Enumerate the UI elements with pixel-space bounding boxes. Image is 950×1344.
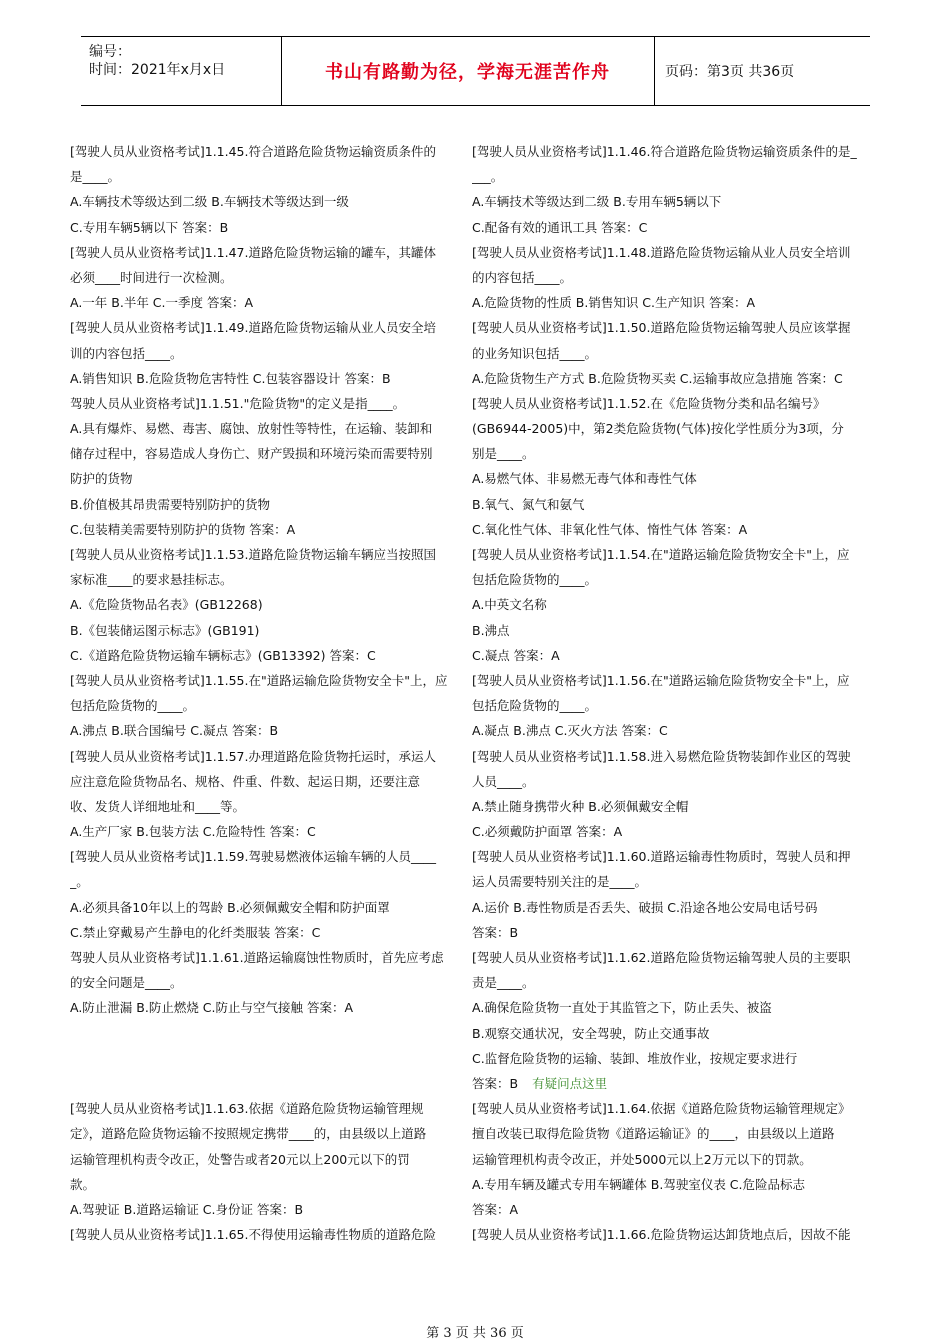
header-page-cell <box>655 37 870 105</box>
text-line: A.销售知识 B.危险货物危害特性 C.包装容器设计 答案：B <box>70 370 391 386</box>
text-line: A.运价 B.毒性物质是否丢失、破损 C.沿途各地公安局电话号码 <box>472 899 818 915</box>
text-line: 答案：A <box>472 1201 519 1217</box>
text-line: [驾驶人员从业资格考试]1.1.58.进入易燃危险货物装卸作业区的驾驶 <box>472 748 851 764</box>
text-line: [驾驶人员从业资格考试]1.1.48.道路危险货物运输从业人员安全培训 <box>472 244 851 260</box>
text-line: B.价值极其昂贵需要特别防护的货物 <box>70 496 271 512</box>
text-line: 储存过程中，容易造成人身伤亡、财产毁损和环境污染而需要特别 <box>70 446 433 462</box>
text-line: A.确保危险货物一直处于其监管之下，防止丢失、被盗 <box>472 1000 772 1016</box>
text-line: A.必须具备10年以上的驾龄 B.必须佩戴安全帽和防护面罩 <box>70 899 390 915</box>
text-line: C.专用车辆5辆以下 答案：B <box>70 219 229 235</box>
header-motto-cell <box>281 37 655 105</box>
page-header <box>81 36 870 106</box>
text-line: 的业务知识包括____。 <box>472 345 598 361</box>
text-line: ___。 <box>472 169 504 185</box>
text-line: 是____。 <box>70 169 121 185</box>
text-line: C.配备有效的通讯工具 答案：C <box>472 219 648 235</box>
text-line: A.危险货物生产方式 B.危险货物买卖 C.运输事故应急措施 答案：C <box>472 370 843 386</box>
text-line <box>472 1071 870 1096</box>
text-line: [驾驶人员从业资格考试]1.1.50.道路危险货物运输驾驶人员应该掌握 <box>472 320 851 336</box>
text-line: 别是____。 <box>472 446 535 462</box>
text-line: A.驾驶证 B.道路运输证 C.身份证 答案：B <box>70 1201 304 1217</box>
text-line: A.生产厂家 B.包装方法 C.危险特性 答案：C <box>70 824 316 840</box>
text-line: [驾驶人员从业资格考试]1.1.55.在"道路运输危险货物安全卡"上，应 <box>70 672 448 688</box>
text-line: A.防止泄漏 B.防止燃烧 C.防止与空气接触 答案：A <box>70 1000 354 1016</box>
text-line <box>70 1046 468 1071</box>
text-line: 运输管理机构责令改正，处警告或者20元以上200元以下的罚 <box>70 1151 410 1167</box>
left-column <box>70 139 468 1247</box>
text-line: A.凝点 B.沸点 C.灭火方法 答案：C <box>472 723 668 739</box>
text-line: A.车辆技术等级达到二级 B.车辆技术等级达到一级 <box>70 194 349 210</box>
text-line: 防护的货物 <box>70 471 133 487</box>
text-line: [驾驶人员从业资格考试]1.1.56.在"道路运输危险货物安全卡"上，应 <box>472 672 850 688</box>
text-line: C.《道路危险货物运输车辆标志》(GB13392) 答案：C <box>70 647 376 663</box>
text-line: 运输管理机构责令改正，并处5000元以上2万元以下的罚款。 <box>472 1151 812 1167</box>
text-line: [驾驶人员从业资格考试]1.1.49.道路危险货物运输从业人员安全培 <box>70 320 436 336</box>
text-line: _。 <box>70 874 89 890</box>
text-line: A.危险货物的性质 B.销售知识 C.生产知识 答案：A <box>472 295 756 311</box>
text-line: C.氧化性气体、非氧化性气体、惰性气体 答案：A <box>472 521 748 537</box>
text-line: 款。 <box>70 1176 96 1192</box>
text-line: 的内容包括____。 <box>472 269 573 285</box>
text-line: [驾驶人员从业资格考试]1.1.45.符合道路危险货物运输资质条件的 <box>70 144 436 159</box>
text-line: 驾驶人员从业资格考试]1.1.61.道路运输腐蚀性物质时，首先应考虑 <box>70 950 444 965</box>
text-line: [驾驶人员从业资格考试]1.1.65.不得使用运输毒性物质的道路危险 <box>70 1227 436 1243</box>
text-line <box>70 1071 468 1096</box>
text-line: [驾驶人员从业资格考试]1.1.62.道路危险货物运输驾驶人员的主要职 <box>472 950 851 965</box>
text-line: 人员____。 <box>472 773 535 789</box>
number-label: 编号： <box>89 44 131 60</box>
text-line: C.禁止穿戴易产生静电的化纤类服装 答案：C <box>70 924 321 940</box>
right-column <box>472 139 870 1247</box>
text-line: A.专用车辆及罐式专用车辆罐体 B.驾驶室仪表 C.危险品标志 <box>472 1176 806 1192</box>
text-line: [驾驶人员从业资格考试]1.1.54.在"道路运输危险货物安全卡"上，应 <box>472 547 850 562</box>
question-link[interactable]: 有疑问点这里 <box>532 1075 608 1091</box>
text-line: A.中英文名称 <box>472 597 547 613</box>
text-line: [驾驶人员从业资格考试]1.1.53.道路危险货物运输车辆应当按照国 <box>70 547 436 562</box>
text-line: [驾驶人员从业资格考试]1.1.57.办理道路危险货物托运时，承运人 <box>70 748 436 764</box>
text-line: A.禁止随身携带火种 B.必须佩戴安全帽 <box>472 798 689 814</box>
text-line: [驾驶人员从业资格考试]1.1.52.在《危险货物分类和品名编号》 <box>472 395 826 411</box>
text-line: A.一年 B.半年 C.一季度 答案：A <box>70 295 254 311</box>
text-line: C.必须戴防护面罩 答案：A <box>472 824 623 840</box>
text-line: [驾驶人员从业资格考试]1.1.63.依据《道路危险货物运输管理规 <box>70 1101 424 1117</box>
text-line: B.氧气、氮气和氨气 <box>472 496 585 512</box>
answer-text: 答案：B <box>472 1075 519 1091</box>
text-line: A.易燃气体、非易燃无毒气体和毒性气体 <box>472 471 697 487</box>
text-line: A.沸点 B.联合国编号 C.凝点 答案：B <box>70 723 279 739</box>
text-line: B.《包装储运图示标志》(GB191) <box>70 622 260 638</box>
text-line: B.观察交通状况，安全驾驶，防止交通事故 <box>472 1025 710 1041</box>
text-line: 包括危险货物的____。 <box>472 572 598 588</box>
text-line: 擅自改装已取得危险货物《道路运输证》的____，由县级以上道路 <box>472 1126 835 1142</box>
text-line: [驾驶人员从业资格考试]1.1.66.危险货物运达卸货地点后，因故不能 <box>472 1227 851 1243</box>
text-line: 包括危险货物的____。 <box>472 698 598 714</box>
text-line: A.具有爆炸、易燃、毒害、腐蚀、放射性等特性，在运输、装卸和 <box>70 421 433 437</box>
text-line: C.凝点 答案：A <box>472 647 560 663</box>
text-line: 责是____。 <box>472 975 535 991</box>
text-line: A.车辆技术等级达到二级 B.专用车辆5辆以下 <box>472 194 722 210</box>
text-line: 必须____时间进行一次检测。 <box>70 269 233 285</box>
text-line: 答案：B <box>472 924 519 940</box>
text-line <box>70 1021 468 1046</box>
header-meta <box>81 37 282 105</box>
text-line: B.沸点 <box>472 622 510 638</box>
text-line: [驾驶人员从业资格考试]1.1.59.驾驶易燃液体运输车辆的人员____ <box>70 849 436 865</box>
text-line: A.《危险货物品名表》(GB12268) <box>70 597 263 613</box>
text-line: [驾驶人员从业资格考试]1.1.46.符合道路危险货物运输资质条件的是_ <box>472 144 857 159</box>
text-line: C.监督危险货物的运输、装卸、堆放作业，按规定要求进行 <box>472 1050 798 1066</box>
text-line: [驾驶人员从业资格考试]1.1.60.道路运输毒性物质时，驾驶人员和押 <box>472 849 851 865</box>
text-line: 应注意危险货物品名、规格、件重、件数、起运日期，还要注意 <box>70 773 421 789</box>
text-line: 训的内容包括____。 <box>70 345 183 361</box>
text-line: (GB6944-2005)中，第2类危险货物(气体)按化学性质分为3项，分 <box>472 421 844 437</box>
text-line: 收、发货人详细地址和____等。 <box>70 798 246 814</box>
text-line: 驾驶人员从业资格考试]1.1.51."危险货物"的定义是指____。 <box>70 395 406 411</box>
text-line: 家标准____的要求悬挂标志。 <box>70 572 233 588</box>
time-label: 时间：2021年x月x日 <box>89 62 226 78</box>
text-line: 包括危险货物的____。 <box>70 698 196 714</box>
text-line: 的安全问题是____。 <box>70 975 183 991</box>
page-footer: 第 3 页 共 36 页 <box>426 1326 524 1341</box>
text-line: 定》，道路危险货物运输不按照规定携带____的，由县级以上道路 <box>70 1126 427 1142</box>
text-line: [驾驶人员从业资格考试]1.1.47.道路危险货物运输的罐车，其罐体 <box>70 244 436 260</box>
text-line: [驾驶人员从业资格考试]1.1.64.依据《道路危险货物运输管理规定》 <box>472 1101 851 1117</box>
text-line: C.包装精美需要特别防护的货物 答案：A <box>70 521 296 537</box>
text-line: 运人员需要特别关注的是____。 <box>472 874 648 890</box>
motto: 书山有路勤为径，学海无涯苦作舟 <box>325 62 610 83</box>
page-code: 页码：第3页 共36页 <box>665 64 795 80</box>
